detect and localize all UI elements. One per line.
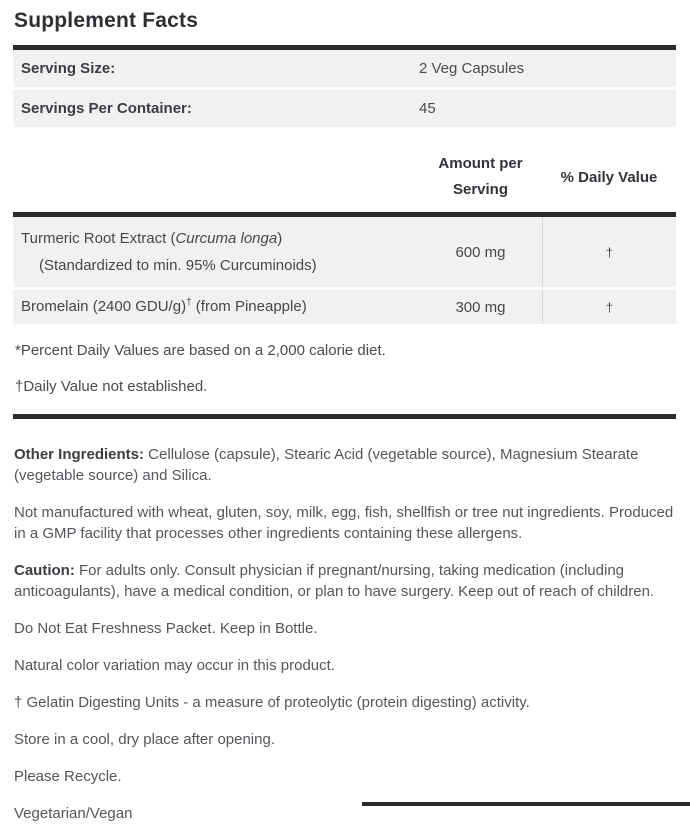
- ingredient-daily-value-turmeric: †: [542, 217, 676, 287]
- column-header-amount-line2: Serving: [452, 181, 509, 198]
- storage-note: Store in a cool, dry place after opening.: [14, 731, 275, 748]
- vegetarian-vegan-note: Vegetarian/Vegan: [14, 805, 133, 822]
- column-header-row: [13, 151, 676, 212]
- servings-per-container-value: 45: [419, 100, 436, 117]
- ingredient-name-line1: Turmeric Root Extract (Curcuma longa): [21, 230, 283, 247]
- ingredient-daily-value-bromelain: †: [542, 290, 676, 324]
- serving-size-label: Serving Size:: [21, 60, 116, 77]
- ingredient-row-bromelain: [13, 290, 676, 324]
- column-header-amount: [419, 151, 542, 203]
- info-paragraphs: [13, 444, 677, 824]
- allergen-paragraph: Not manufactured with wheat, gluten, soy, milk, egg, fish, shellfish or tree nut ingredients. Produced in a GMP facility that processes other ingredients containing these allergens.: [14, 504, 674, 542]
- other-ingredients-paragraph: Other Ingredients: Cellulose (capsule), Stearic Acid (vegetable source), Magnesium Stearate (vegetable source) and Silica.: [14, 446, 639, 484]
- partial-divider-bottom: [362, 802, 690, 806]
- footnote-percent-daily-values: *Percent Daily Values are based on a 2,000 calorie diet.: [15, 342, 386, 359]
- footnote-daily-value-not-established: †Daily Value not established.: [15, 378, 208, 395]
- serving-size-value: 2 Veg Capsules: [419, 60, 525, 77]
- supplement-facts-table: [13, 45, 676, 419]
- ingredient-row-turmeric: [13, 217, 676, 287]
- ingredient-name-line2: (Standardized to min. 95% Curcuminoids): [39, 257, 317, 274]
- ingredient-name-bromelain: Bromelain (2400 GDU/g)† (from Pineapple): [21, 297, 307, 315]
- freshness-packet-note: Do Not Eat Freshness Packet. Keep in Bottle.: [14, 620, 318, 637]
- dagger-superscript: †: [186, 297, 192, 308]
- column-header-daily-value: % Daily Value: [560, 168, 658, 186]
- servings-per-container-row: [13, 90, 676, 127]
- footnotes: [13, 324, 676, 414]
- caution-paragraph: Caution: For adults only. Consult physician if pregnant/nursing, taking medication (including anticoagulants), have a medical condition, or plan to have surgery. Keep out of reach of children.: [14, 562, 655, 600]
- caution-label: Caution:: [14, 562, 75, 579]
- ingredient-name-turmeric: [13, 217, 419, 287]
- botanical-name: Curcuma longa: [175, 230, 278, 247]
- page-title: Supplement Facts: [14, 9, 199, 32]
- ingredient-amount-turmeric: 600 mg: [455, 243, 506, 261]
- color-variation-note: Natural color variation may occur in this product.: [14, 657, 335, 674]
- column-header-spacer: [13, 151, 419, 203]
- divider-bottom: [13, 414, 676, 419]
- gdu-definition-note: † Gelatin Digesting Units - a measure of proteolytic (protein digesting) activity.: [14, 694, 530, 711]
- column-header-amount-line1: Amount per: [438, 155, 523, 172]
- other-ingredients-label: Other Ingredients:: [14, 446, 145, 463]
- recycle-note: Please Recycle.: [14, 768, 122, 785]
- ingredient-amount-bromelain: 300 mg: [455, 298, 506, 316]
- serving-size-row: [13, 50, 676, 87]
- servings-per-container-label: Servings Per Container:: [21, 100, 192, 117]
